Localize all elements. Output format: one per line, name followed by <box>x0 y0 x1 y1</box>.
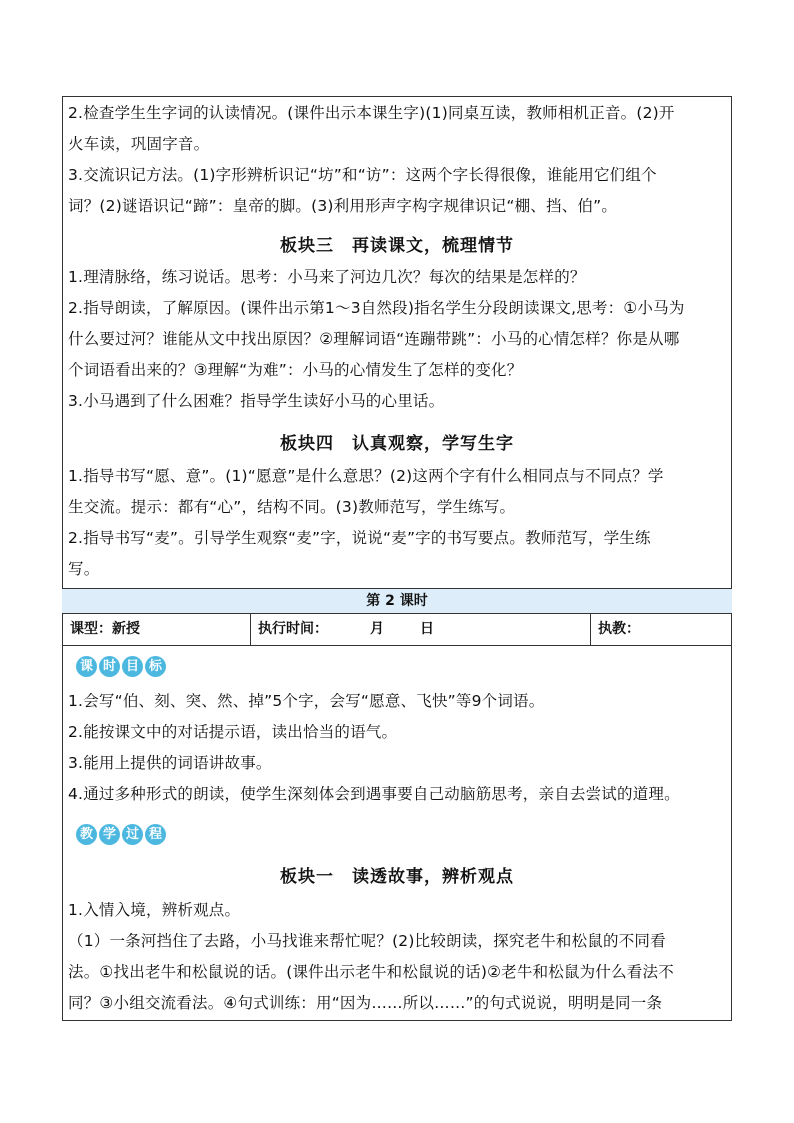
badge-char: 标 <box>145 656 166 677</box>
text-line: 个词语看出来的？③理解“为难”：小马的心情发生了怎样的变化？ <box>68 361 523 379</box>
text-line: 同？③小组交流看法。④句式训练：用“因为……所以……”的句式说说，明明是同一条 <box>68 994 663 1012</box>
objectives-list <box>68 686 728 810</box>
badge-char: 时 <box>99 656 120 677</box>
text-line: 词？(2)谜语识记“蹄”：皇帝的脚。(3)利用形声字构字规律识记“棚、挡、伯”。 <box>68 197 618 215</box>
objectives-badge <box>70 654 172 678</box>
badge-char: 过 <box>122 824 143 845</box>
teacher-label: 执教： <box>598 621 640 637</box>
objective-item: 2.能按课文中的对话提示语，读出恰当的语气。 <box>68 723 398 741</box>
top-section <box>68 98 728 222</box>
text-line: 1.入情入境，辨析观点。 <box>68 901 241 919</box>
divider <box>250 614 251 645</box>
block3-body <box>68 262 728 417</box>
text-line: （1）一条河挡住了去路，小马找谁来帮忙呢？(2)比较朗读，探究老牛和松鼠的不同看 <box>68 932 666 950</box>
text-line: 法。①找出老牛和松鼠说的话。(课件出示老牛和松鼠说的话)②老牛和松鼠为什么看法不 <box>68 963 674 981</box>
text-line: 3.小马遇到了什么困难？指导学生读好小马的心里话。 <box>68 392 445 410</box>
badge-char: 教 <box>76 824 97 845</box>
text-line: 写。 <box>68 560 100 578</box>
badge-char: 程 <box>145 824 166 845</box>
objective-item: 3.能用上提供的词语讲故事。 <box>68 754 272 772</box>
month-label: 月 <box>370 621 384 637</box>
objective-item: 1.会写“伯、刻、突、然、掉”5个字，会写“愿意、飞快”等9个词语。 <box>68 692 545 710</box>
text-line: 3.交流识记方法。(1)字形辨析识记“坊”和“访”：这两个字长得很像，谁能用它们组个 <box>68 166 657 184</box>
text-line: 什么要过河？谁能从文中找出原因？②理解词语“连蹦带跳”：小马的心情怎样？你是从哪 <box>68 330 680 348</box>
execution-time-label: 执行时间： <box>258 621 328 637</box>
text-line: 火车读，巩固字音。 <box>68 135 210 153</box>
text-line: 2.指导朗读，了解原因。(课件出示第1～3自然段)指名学生分段朗读课文,思考：①小马为 <box>68 299 685 317</box>
process-heading: 板块一 读透故事，辨析观点 <box>280 867 514 887</box>
session-title: 第 2 课时 <box>62 588 732 614</box>
text-line: 2.指导书写“麦”。引导学生观察“麦”字，说说“麦”字的书写要点。教师范写，学生练 <box>68 529 651 547</box>
badge-char: 学 <box>99 824 120 845</box>
text-line: 1.指导书写“愿、意”。(1)“愿意”是什么意思？(2)这两个字有什么相同点与不同点？学 <box>68 467 664 485</box>
divider <box>590 614 591 645</box>
day-label: 日 <box>420 621 434 637</box>
block4-body <box>68 461 728 585</box>
text-line: 1.理清脉络，练习说话。思考：小马来了河边几次？每次的结果是怎样的？ <box>68 268 586 286</box>
text-line: 2.检查学生生字词的认读情况。(课件出示本课生字)(1)同桌互读，教师相机正音。(2)开 <box>68 104 675 122</box>
badge-char: 课 <box>76 656 97 677</box>
text-line: 生交流。提示：都有“心”，结构不同。(3)教师范写，学生练写。 <box>68 498 516 516</box>
objective-item: 4.通过多种形式的朗读，使学生深刻体会到遇事要自己动脑筋思考，亲自去尝试的道理。 <box>68 785 680 803</box>
block3-heading: 板块三 再读课文，梳理情节 <box>280 236 514 256</box>
lesson-type: 课型：新授 <box>70 621 140 637</box>
process-badge <box>70 822 172 846</box>
process-body <box>68 895 728 1019</box>
session-meta-row <box>62 614 732 646</box>
block4-heading: 板块四 认真观察，学写生字 <box>280 434 514 454</box>
badge-char: 目 <box>122 656 143 677</box>
